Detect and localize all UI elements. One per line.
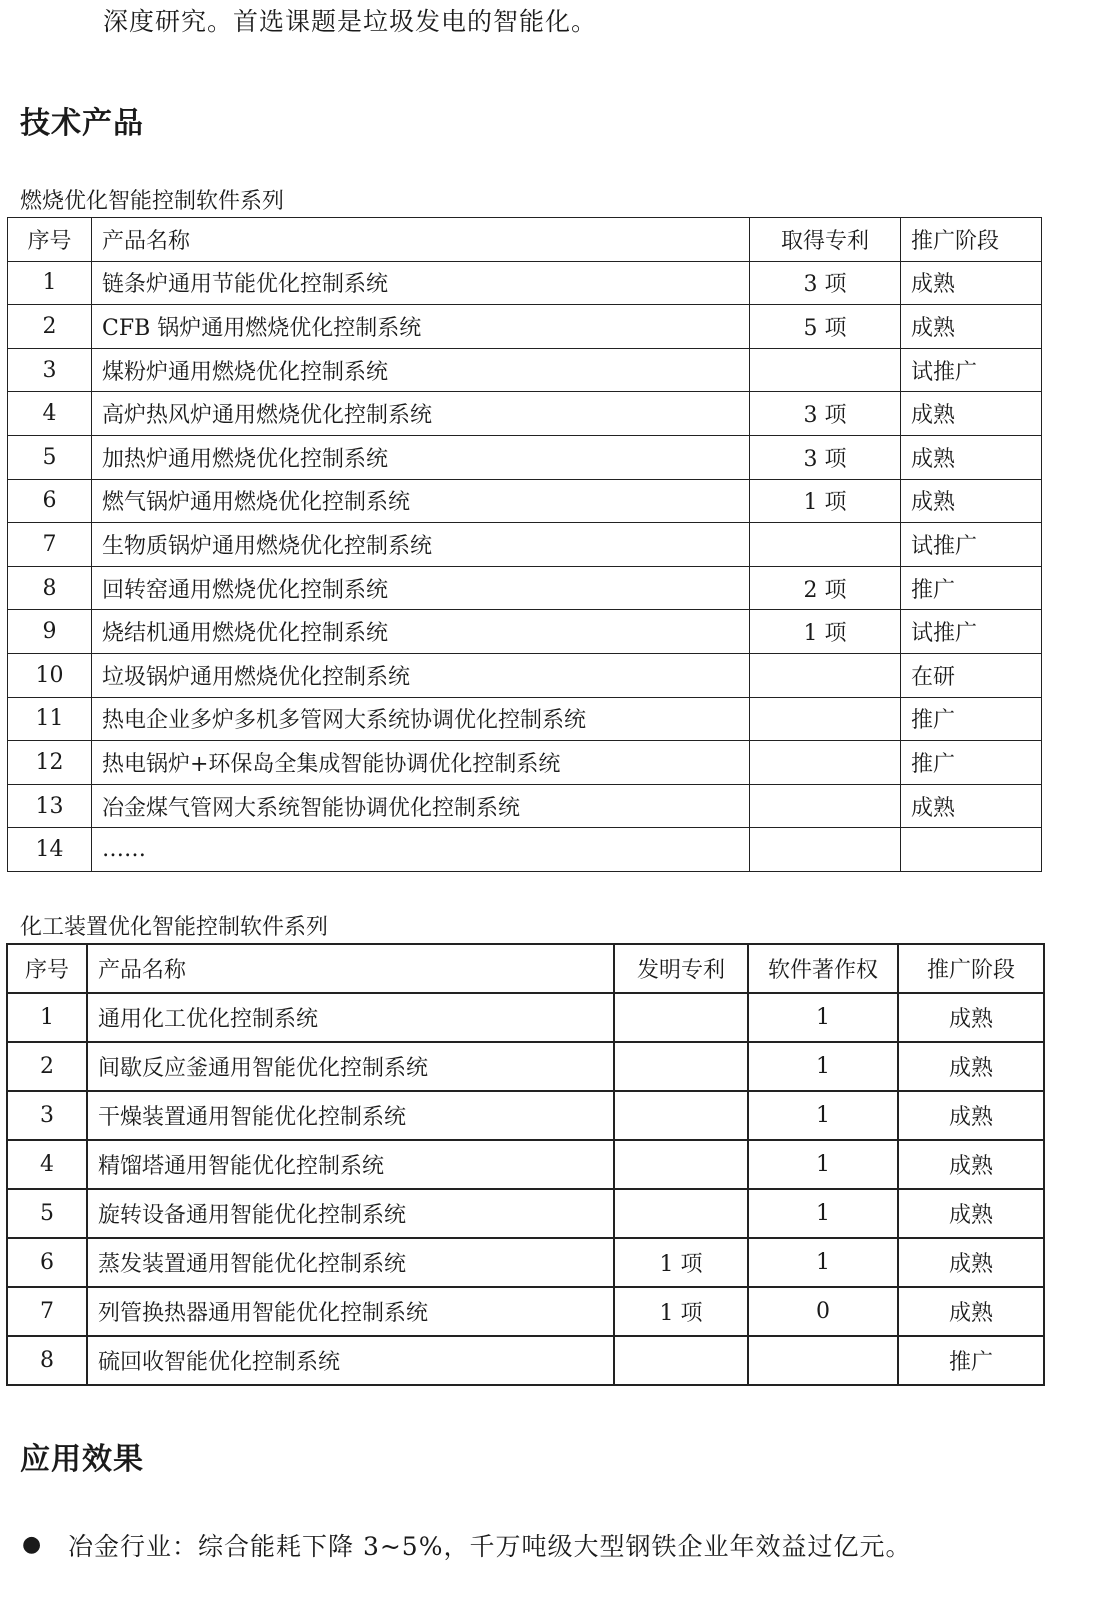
cell-index: 10 (8, 653, 92, 697)
cell-product-name: 冶金煤气管网大系统智能协调优化控制系统 (92, 784, 750, 828)
cell-product-name: 高炉热风炉通用燃烧优化控制系统 (92, 392, 750, 436)
cell-index: 11 (8, 697, 92, 741)
cell-patents: 1 项 (750, 479, 901, 523)
cell-stage: 试推广 (901, 348, 1042, 392)
table-row (8, 566, 1042, 610)
cell-product-name: …… (92, 828, 750, 872)
cell-stage: 成熟 (898, 1042, 1044, 1091)
combustion-products-table (7, 217, 1042, 872)
cell-index: 8 (8, 566, 92, 610)
table-row (8, 261, 1042, 305)
cell-invention-patents (614, 1042, 748, 1091)
cell-index: 3 (8, 348, 92, 392)
table-row (7, 1189, 1044, 1238)
header-invention-patents: 发明专利 (614, 944, 748, 993)
cell-stage: 试推广 (901, 610, 1042, 654)
cell-product-name: 垃圾锅炉通用燃烧优化控制系统 (92, 653, 750, 697)
header-product-name: 产品名称 (87, 944, 614, 993)
cell-patents (750, 348, 901, 392)
table-row (8, 697, 1042, 741)
cell-stage: 成熟 (901, 784, 1042, 828)
section-heading-products: 技术产品 (20, 106, 144, 141)
cell-patents: 2 项 (750, 566, 901, 610)
cell-index: 7 (8, 523, 92, 567)
bullet-text: 冶金行业：综合能耗下降 3~5%，千万吨级大型钢铁企业年效益过亿元。 (68, 1532, 912, 1561)
cell-product-name: 链条炉通用节能优化控制系统 (92, 261, 750, 305)
header-patents: 取得专利 (750, 218, 901, 262)
table-row (8, 784, 1042, 828)
cell-stage: 成熟 (898, 1091, 1044, 1140)
table-row (8, 523, 1042, 567)
table-row (8, 610, 1042, 654)
cell-patents: 3 项 (750, 392, 901, 436)
cell-stage: 成熟 (901, 261, 1042, 305)
cell-software-copyright: 1 (748, 1140, 898, 1189)
cell-patents: 3 项 (750, 261, 901, 305)
cell-stage: 成熟 (898, 1287, 1044, 1336)
cell-index: 4 (7, 1140, 87, 1189)
cell-index: 5 (7, 1189, 87, 1238)
cell-index: 13 (8, 784, 92, 828)
cell-index: 8 (7, 1336, 87, 1385)
cell-software-copyright: 1 (748, 993, 898, 1042)
cell-product-name: 生物质锅炉通用燃烧优化控制系统 (92, 523, 750, 567)
cell-index: 6 (8, 479, 92, 523)
cell-patents: 1 项 (750, 610, 901, 654)
cell-product-name: 煤粉炉通用燃烧优化控制系统 (92, 348, 750, 392)
cell-index: 2 (8, 305, 92, 349)
cell-patents: 5 项 (750, 305, 901, 349)
table-row (8, 392, 1042, 436)
cell-patents (750, 741, 901, 785)
table-row (7, 1336, 1044, 1385)
cell-stage: 试推广 (901, 523, 1042, 567)
chemical-products-table (6, 943, 1045, 1386)
cell-index: 12 (8, 741, 92, 785)
cell-product-name: 通用化工优化控制系统 (87, 993, 614, 1042)
cell-index: 5 (8, 435, 92, 479)
cell-software-copyright: 1 (748, 1042, 898, 1091)
cell-product-name: 硫回收智能优化控制系统 (87, 1336, 614, 1385)
table-row (7, 1238, 1044, 1287)
cell-patents: 3 项 (750, 435, 901, 479)
cell-stage: 成熟 (898, 1140, 1044, 1189)
cell-invention-patents (614, 1091, 748, 1140)
section-heading-effects: 应用效果 (20, 1442, 144, 1477)
cell-invention-patents: 1 项 (614, 1238, 748, 1287)
cell-patents (750, 697, 901, 741)
cell-software-copyright: 0 (748, 1287, 898, 1336)
cell-patents (750, 828, 901, 872)
table-row (8, 828, 1042, 872)
cell-stage: 推广 (901, 566, 1042, 610)
cell-software-copyright: 1 (748, 1091, 898, 1140)
header-stage: 推广阶段 (898, 944, 1044, 993)
cell-invention-patents (614, 1336, 748, 1385)
table-row (8, 305, 1042, 349)
table-row (7, 1042, 1044, 1091)
cell-stage: 成熟 (898, 1189, 1044, 1238)
cell-product-name: 燃气锅炉通用燃烧优化控制系统 (92, 479, 750, 523)
cell-index: 9 (8, 610, 92, 654)
table2-caption: 化工装置优化智能控制软件系列 (20, 915, 329, 940)
table-row (8, 479, 1042, 523)
cell-product-name: 精馏塔通用智能优化控制系统 (87, 1140, 614, 1189)
bullet-icon: ● (22, 1532, 42, 1557)
cell-product-name: 旋转设备通用智能优化控制系统 (87, 1189, 614, 1238)
cell-invention-patents (614, 1189, 748, 1238)
cell-product-name: 热电锅炉+环保岛全集成智能协调优化控制系统 (92, 741, 750, 785)
cell-software-copyright: 1 (748, 1189, 898, 1238)
table-row (8, 435, 1042, 479)
cell-product-name: 回转窑通用燃烧优化控制系统 (92, 566, 750, 610)
cell-stage: 成熟 (901, 479, 1042, 523)
cell-stage: 推广 (901, 697, 1042, 741)
table-row (8, 653, 1042, 697)
cell-product-name: 干燥装置通用智能优化控制系统 (87, 1091, 614, 1140)
cell-index: 7 (7, 1287, 87, 1336)
table-row (7, 1091, 1044, 1140)
cell-index: 1 (8, 261, 92, 305)
cell-product-name: 热电企业多炉多机多管网大系统协调优化控制系统 (92, 697, 750, 741)
table-row (7, 1287, 1044, 1336)
cell-stage: 推广 (898, 1336, 1044, 1385)
cell-index: 14 (8, 828, 92, 872)
cell-index: 4 (8, 392, 92, 436)
cell-stage (901, 828, 1042, 872)
cell-product-name: CFB 锅炉通用燃烧优化控制系统 (92, 305, 750, 349)
intro-paragraph: 深度研究。首选课题是垃圾发电的智能化。 (103, 7, 598, 36)
cell-stage: 成熟 (901, 392, 1042, 436)
cell-product-name: 加热炉通用燃烧优化控制系统 (92, 435, 750, 479)
cell-index: 2 (7, 1042, 87, 1091)
table-row (8, 741, 1042, 785)
header-stage: 推广阶段 (901, 218, 1042, 262)
table-row (7, 1140, 1044, 1189)
cell-patents (750, 653, 901, 697)
cell-stage: 成熟 (901, 435, 1042, 479)
cell-stage: 推广 (901, 741, 1042, 785)
cell-product-name: 蒸发装置通用智能优化控制系统 (87, 1238, 614, 1287)
cell-index: 3 (7, 1091, 87, 1140)
table-row (8, 348, 1042, 392)
table1-caption: 燃烧优化智能控制软件系列 (20, 189, 285, 214)
cell-invention-patents: 1 项 (614, 1287, 748, 1336)
cell-stage: 成熟 (898, 993, 1044, 1042)
header-index: 序号 (8, 218, 92, 262)
header-product-name: 产品名称 (92, 218, 750, 262)
cell-product-name: 烧结机通用燃烧优化控制系统 (92, 610, 750, 654)
cell-software-copyright: 1 (748, 1238, 898, 1287)
cell-stage: 成熟 (898, 1238, 1044, 1287)
cell-product-name: 列管换热器通用智能优化控制系统 (87, 1287, 614, 1336)
cell-invention-patents (614, 1140, 748, 1189)
cell-patents (750, 523, 901, 567)
cell-index: 6 (7, 1238, 87, 1287)
cell-software-copyright (748, 1336, 898, 1385)
cell-product-name: 间歇反应釜通用智能优化控制系统 (87, 1042, 614, 1091)
cell-stage: 在研 (901, 653, 1042, 697)
header-index: 序号 (7, 944, 87, 993)
header-software-copyright: 软件著作权 (748, 944, 898, 993)
cell-stage: 成熟 (901, 305, 1042, 349)
table-row (7, 993, 1044, 1042)
cell-invention-patents (614, 993, 748, 1042)
table-header-row (7, 944, 1044, 993)
cell-index: 1 (7, 993, 87, 1042)
cell-patents (750, 784, 901, 828)
table-header-row (8, 218, 1042, 262)
